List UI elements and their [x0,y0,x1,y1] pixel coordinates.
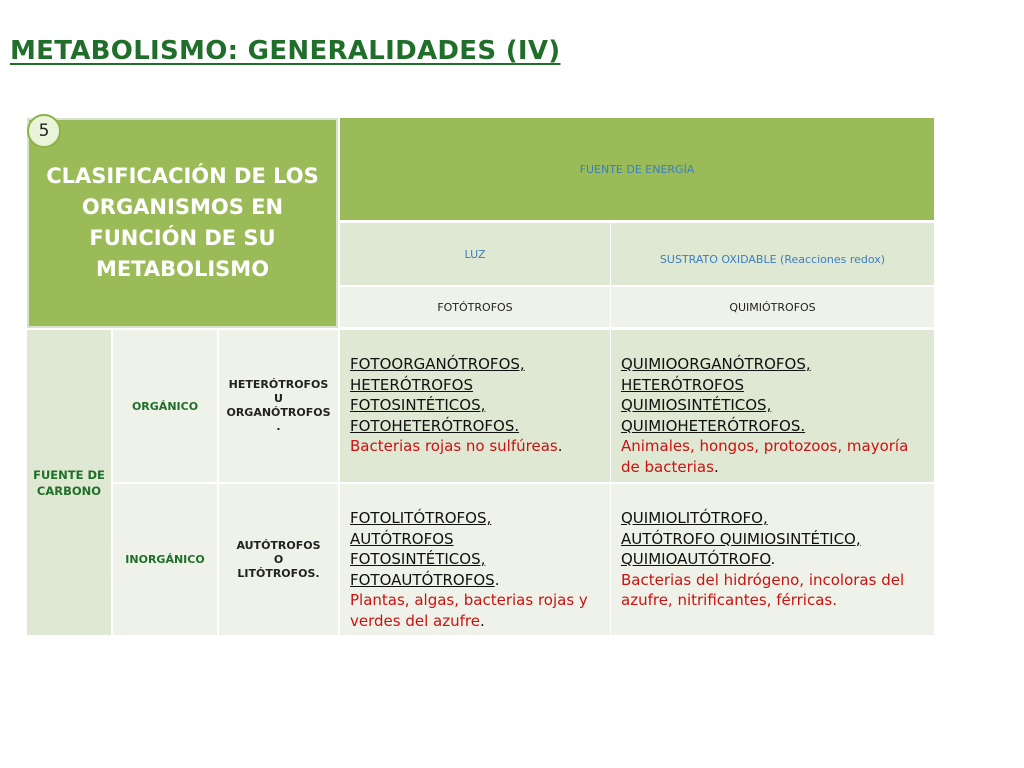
classification-term: QUIMIOHETERÓTROFOS. [621,416,806,435]
heterotrophs-line: . [276,420,281,433]
cell-fotoorganotrofos [340,330,610,482]
classification-term: AUTÓTROFOS [350,529,454,548]
classification-term: QUIMIOLITÓTROFO, [621,509,768,527]
classification-term: FOTOSINTÉTICOS, [350,396,486,414]
heterotrophs-line: ORGANÓTROFOS [226,406,331,419]
classification-term: FOTOLITÓTROFOS, [350,509,492,527]
cell-quimiolitotrofos [611,484,934,635]
examples-text: Plantas, algas, bacterias rojas y verdes del azufre. [350,591,588,630]
chemotrophs-header: QUIMIÓTROFOS [611,287,934,327]
carbon-source-header: FUENTE DE CARBONO [27,330,111,635]
slide-number-badge: 5 [27,114,61,148]
classification-term: FOTOHETERÓTROFOS. [350,416,520,435]
heterotrophs-line: HETERÓTROFOS [228,378,329,391]
page-title: METABOLISMO: GENERALIDADES (IV) [10,36,561,66]
cell-quimioorganotrofos [611,330,934,482]
cell-fotolitotrofos [340,484,610,635]
autotrophs-line: LITÓTROFOS. [237,566,320,580]
classification-term: HETERÓTROFOS [621,375,744,394]
classification-term: QUIMIOSINTÉTICOS, [621,396,772,414]
classification-term: QUIMIOORGANÓTROFOS, [621,355,811,373]
autotrophs-line: O [273,552,284,566]
autotrophs-label [219,484,338,635]
inorganic-row-header: INORGÁNICO [113,484,217,635]
table-main-header: CLASIFICACIÓN DE LOS ORGANISMOS EN FUNCIÓN DE SU METABOLISMO [27,118,338,328]
autotrophs-line: AUTÓTROFOS [236,538,321,552]
examples-text: Bacterias rojas no sulfúreas. [350,437,563,455]
oxidizable-substrate-header: SUSTRATO OXIDABLE (Reacciones redox) [611,223,934,285]
classification-term: AUTÓTROFO QUIMIOSINTÉTICO, [621,529,861,548]
classification-term: FOTOORGANÓTROFOS, [350,355,525,373]
classification-term-final: FOTOAUTÓTROFOS. [350,570,500,589]
organic-row-header: ORGÁNICO [113,330,217,482]
classification-term-final: QUIMIOAUTÓTROFO. [621,550,776,568]
heterotrophs-label [219,330,338,482]
examples-text: Bacterias del hidrógeno, incoloras del azufre, nitrificantes, férricas. [621,570,905,609]
light-header: LUZ [340,223,610,285]
phototrophs-header: FOTÓTROFOS [340,287,610,327]
classification-term: FOTOSINTÉTICOS, [350,550,486,568]
energy-source-header: FUENTE DE ENERGÍA [340,118,934,220]
heterotrophs-line: U [274,392,283,405]
examples-text: Animales, hongos, protozoos, mayoría de bacterias. [621,437,909,476]
classification-term: HETERÓTROFOS [350,375,473,394]
